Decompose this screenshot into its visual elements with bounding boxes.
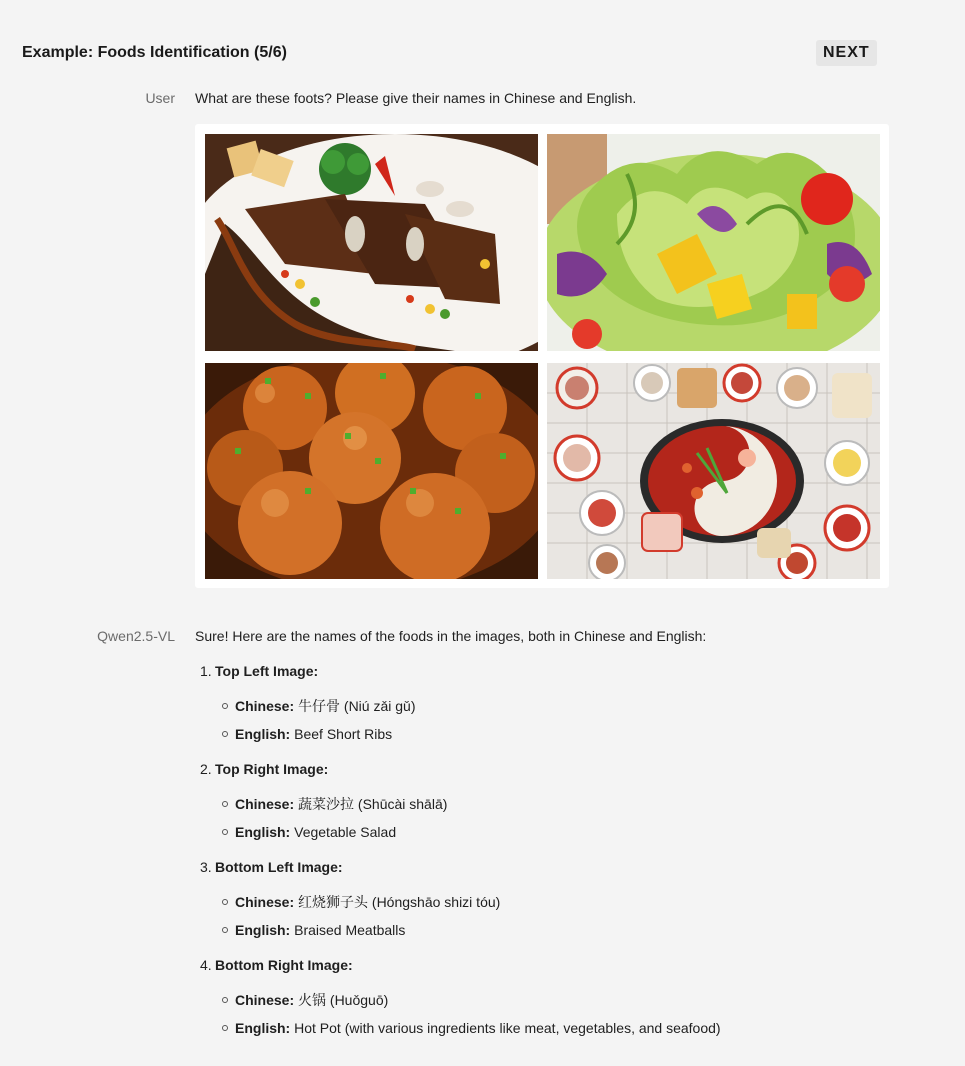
food-image-grid bbox=[195, 124, 889, 588]
assistant-speaker-label: Qwen2.5-VL bbox=[97, 628, 175, 644]
answer-item-title: Bottom Left Image: bbox=[215, 859, 343, 875]
english-name: Beef Short Ribs bbox=[294, 726, 393, 742]
answer-item-details bbox=[215, 992, 895, 1036]
example-header bbox=[22, 40, 882, 68]
english-name-line bbox=[235, 726, 895, 742]
answer-item-number: 1. bbox=[200, 663, 212, 679]
chinese-label: Chinese: bbox=[235, 796, 295, 812]
answer-item-heading bbox=[200, 663, 895, 679]
english-name: Braised Meatballs bbox=[294, 922, 406, 938]
english-name: Hot Pot (with various ingredients like meat, vegetables, and seafood) bbox=[294, 1020, 721, 1036]
chinese-name: 蔬菜沙拉 (Shūcài shālā) bbox=[298, 796, 448, 812]
user-message: What are these foots? Please give their names in Chinese and English. bbox=[195, 90, 637, 106]
english-name-line bbox=[235, 922, 895, 938]
answer-item-bottom-right bbox=[195, 957, 895, 1036]
chinese-label: Chinese: bbox=[235, 992, 295, 1008]
chinese-label: Chinese: bbox=[235, 894, 295, 910]
answer-item-heading bbox=[200, 761, 895, 777]
assistant-answer bbox=[195, 628, 895, 1048]
answer-intro: Sure! Here are the names of the foods in the images, both in Chinese and English: bbox=[195, 628, 707, 644]
answer-item-heading bbox=[200, 957, 895, 973]
food-image-beef-ribs bbox=[205, 134, 538, 351]
chinese-name-line bbox=[235, 894, 895, 910]
food-image-salad bbox=[547, 134, 880, 351]
chinese-name: 牛仔骨 (Niú zǎi gǔ) bbox=[298, 698, 416, 714]
answer-item-top-left bbox=[195, 663, 895, 742]
english-label: English: bbox=[235, 1020, 291, 1036]
answer-item-bottom-left bbox=[195, 859, 895, 938]
english-name: Vegetable Salad bbox=[294, 824, 397, 840]
answer-item-number: 4. bbox=[200, 957, 212, 973]
answer-item-top-right bbox=[195, 761, 895, 840]
chinese-name-line bbox=[235, 796, 895, 812]
answer-item-number: 3. bbox=[200, 859, 212, 875]
answer-item-title: Bottom Right Image: bbox=[215, 957, 353, 973]
english-label: English: bbox=[235, 824, 291, 840]
answer-item-details bbox=[215, 698, 895, 742]
answer-item-title: Top Right Image: bbox=[215, 761, 329, 777]
answer-item-heading bbox=[200, 859, 895, 875]
answer-item-details bbox=[215, 894, 895, 938]
english-label: English: bbox=[235, 922, 291, 938]
chinese-name-line bbox=[235, 992, 895, 1008]
chinese-name-line bbox=[235, 698, 895, 714]
english-name-line bbox=[235, 1020, 895, 1036]
food-image-meatballs bbox=[205, 363, 538, 579]
chinese-name: 红烧狮子头 (Hóngshāo shizi tóu) bbox=[298, 894, 501, 910]
answer-item-title: Top Left Image: bbox=[215, 663, 319, 679]
english-label: English: bbox=[235, 726, 291, 742]
answer-item-details bbox=[215, 796, 895, 840]
next-button[interactable]: NEXT bbox=[816, 40, 877, 66]
english-name-line bbox=[235, 824, 895, 840]
user-speaker-label: User bbox=[145, 90, 175, 106]
chinese-label: Chinese: bbox=[235, 698, 295, 714]
chinese-name: 火锅 (Huǒguō) bbox=[298, 992, 389, 1008]
example-title: Example: Foods Identification (5/6) bbox=[22, 44, 287, 61]
food-image-hotpot bbox=[547, 363, 880, 579]
answer-item-number: 2. bbox=[200, 761, 212, 777]
